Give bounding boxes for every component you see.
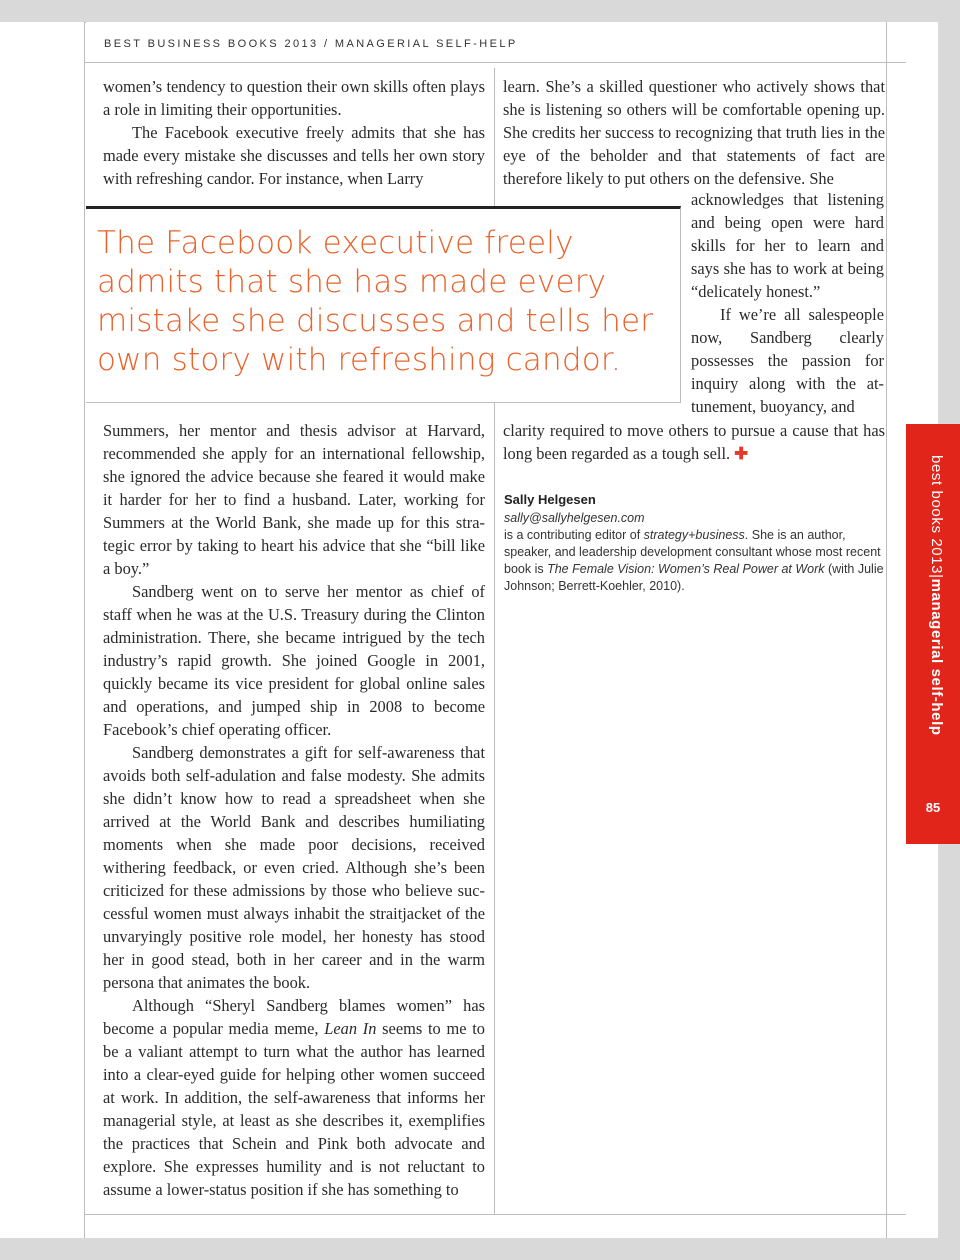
paragraph: learn. She’s a skilled questioner who actively shows that she is listening so others will be comfortable opening up. She credits her success to recognizing that truth lies in the eye of the beholder and that statements of fact are therefore likely to put others on the defensive. She	[503, 77, 885, 188]
paragraph: women’s tendency to question their own skills often plays a role in limiting their opportunities.	[103, 77, 485, 119]
right-column-wrap	[691, 188, 884, 418]
paragraph: The Facebook executive freely admits that she has made every mistake she discusses and tells her own story with refreshing candor. For instance, when Larry	[103, 123, 485, 188]
paragraph	[503, 419, 885, 466]
paragraph: Sandberg demonstrates a gift for self-awareness that avoids both self-adulation and false modesty. She admits she didn’t know how to read a spreadsheet when she arrived at the World Bank and describes humiliating moments when she made poor decisions, received withering feedback, or even cried. Although she’s been criticized for these admissions by those who believe successful women must always inhabit the straitjacket of the unvaryingly positive role model, her honesty has stood her in good stead, both in her career and in the warm persona that animates the book.	[103, 743, 485, 992]
author-bio	[504, 491, 884, 595]
text-run: is a contributing editor of	[504, 528, 644, 542]
left-column-bottom	[103, 419, 485, 1201]
left-margin-rule	[84, 22, 85, 1238]
publication-name: strategy+business	[643, 528, 745, 542]
paragraph: acknowledges that listening and being open were hard skills for her to learn and says she has to work at being “delicately honest.”	[691, 190, 884, 301]
paragraph: Sandberg went on to serve her mentor as chief of staff when he was at the U.S. Treasury during the Clinton administration. There, she became intrigued by the tech industry’s rapid growth. She joined Google in 2001, quickly became its vice president for global online sales and operations, and jumped ship in 2008 to become Facebook’s chief operating officer.	[103, 582, 485, 739]
column-rule-top	[494, 68, 495, 206]
text-run: clarity required to move others to pursue a cause that has long been regarded as a tough sell.	[503, 421, 885, 463]
header-underline	[84, 62, 906, 63]
tab-divider: |	[928, 574, 945, 579]
book-title: The Female Vision: Women’s Real Power at Work	[547, 562, 825, 576]
right-column-top	[503, 75, 885, 190]
tab-label-bold: managerial self-help	[928, 578, 945, 736]
pull-quote: The Facebook executive freely admits that she has made every mistake she discusses and tells her own story with refreshing candor.	[97, 225, 654, 378]
paragraph	[103, 994, 485, 1201]
footer-rule	[84, 1214, 906, 1215]
page-number: 85	[925, 800, 941, 815]
author-name: Sally Helgesen	[504, 492, 596, 507]
column-rule-bottom	[494, 400, 495, 1215]
right-margin-rule	[886, 22, 887, 1238]
text-run: Although “Sheryl Sandberg blames women” has become a popular media meme,	[103, 996, 485, 1038]
end-mark-icon: ✚	[734, 445, 748, 463]
running-head: BEST BUSINESS BOOKS 2013 / MANAGERIAL SELF-HELP	[104, 38, 518, 50]
tab-label-light: best books 2013	[928, 455, 945, 575]
book-title: Lean In	[324, 1019, 377, 1038]
text-run: (with Julie Johnson; Berrett-Koehler, 2010).	[504, 562, 884, 593]
author-email[interactable]	[504, 510, 884, 527]
section-tab-label	[928, 455, 945, 736]
left-column-top	[103, 75, 485, 190]
author-bio-text	[504, 527, 884, 595]
text-run: seems to me to be a valiant attempt to turn what the author has learned into a clear-eyed guide for helping other women succeed at work. In addition, the self-awareness that informs her managerial style, at least as she describes it, exemplifies the practices that Schein and Pink both advocate and explore. She expresses humility and is not reluctant to assume a lower-status position if she has something to	[103, 1019, 485, 1199]
paragraph: If we’re all salespeople now, Sandberg clearly possesses the passion for inquiry along with the attunement, buoyancy, and	[691, 305, 884, 416]
text-run: . She is an author, speaker, and leadership development consultant whose most recent book is	[504, 528, 881, 576]
right-column-bottom	[503, 419, 885, 466]
paragraph: Summers, her mentor and thesis advisor at Harvard, recommended she apply for an international fellowship, she ignored the advice because she feared it would make it harder for her to find a husband. Later, working for Summers at the World Bank, she made up for this strategic error by taking to heart his advice that she “bill like a boy.”	[103, 421, 485, 578]
author-email-text: sally@sallyhelgesen.com	[504, 511, 645, 525]
